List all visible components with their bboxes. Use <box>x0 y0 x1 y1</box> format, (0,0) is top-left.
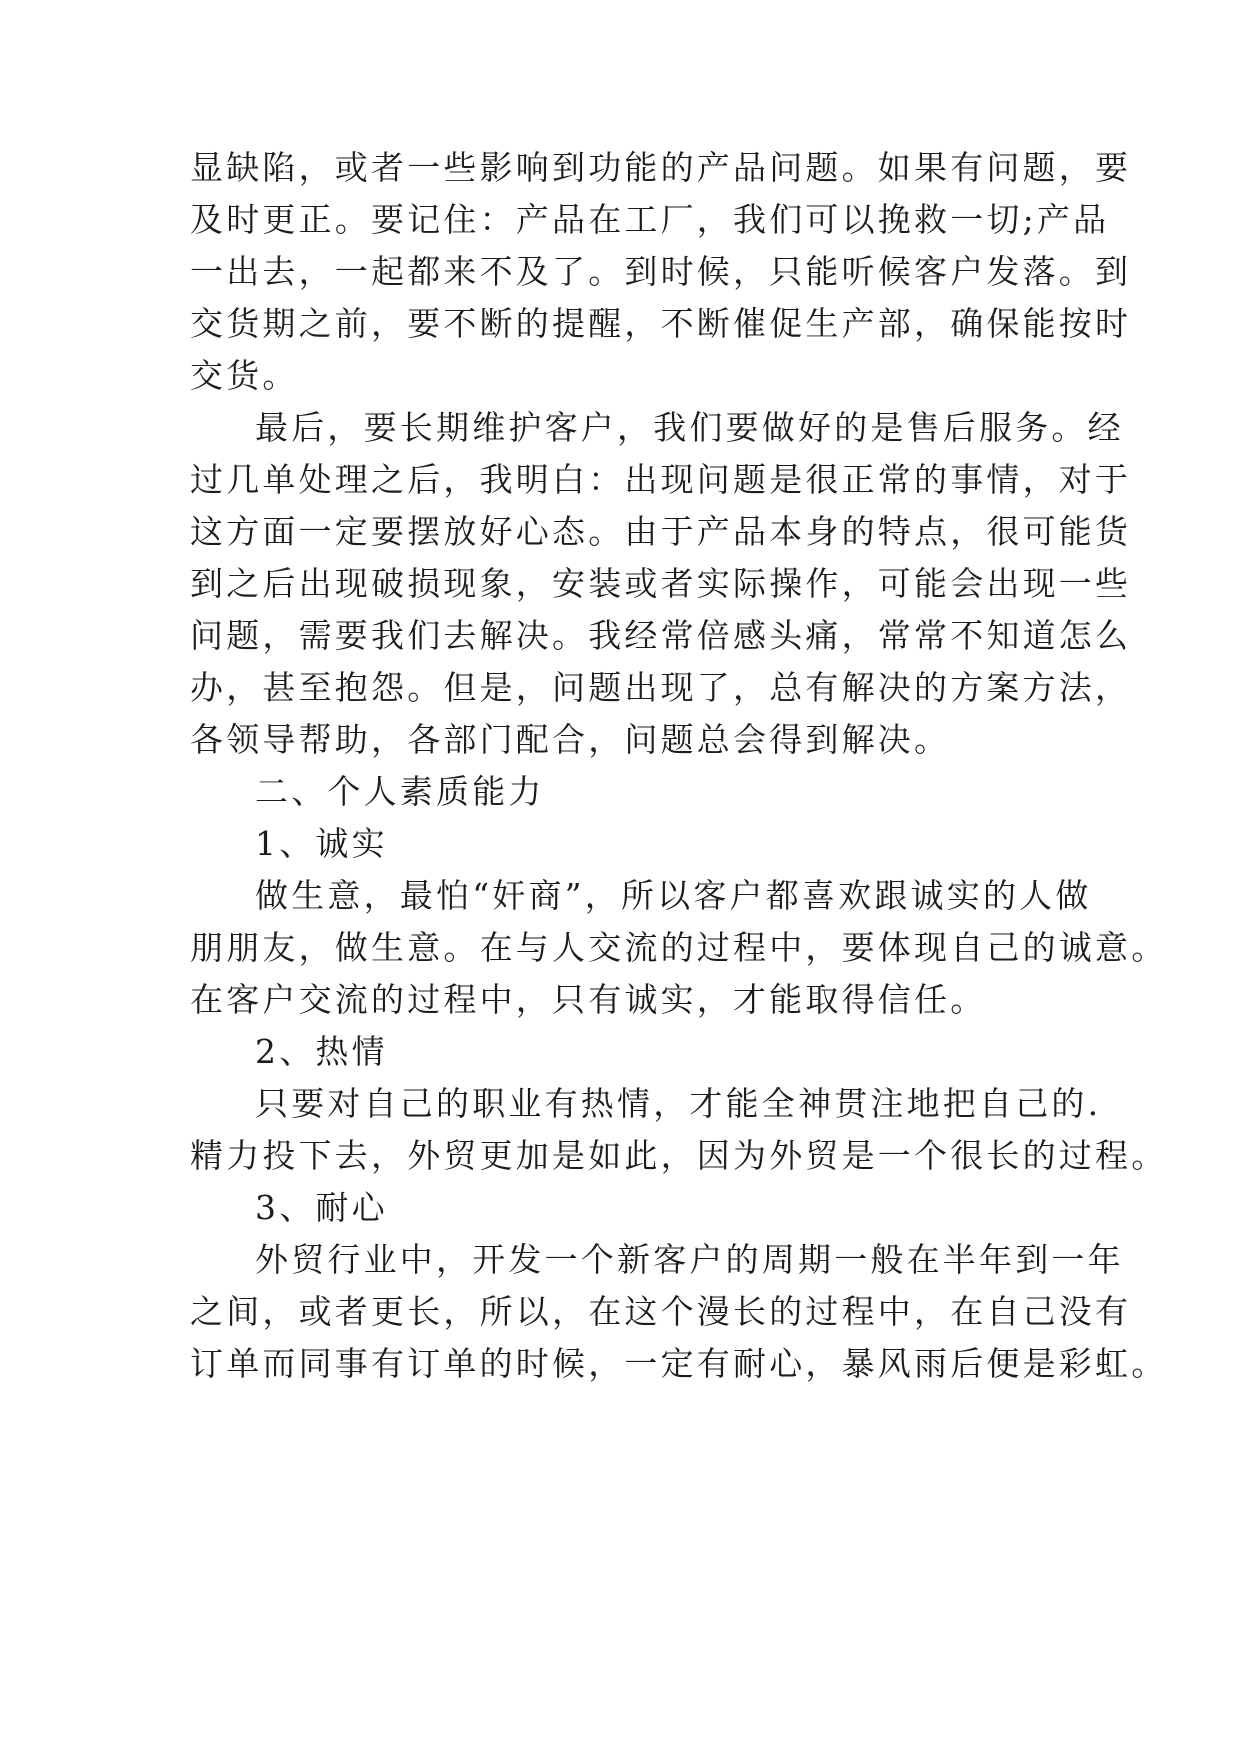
body-text-line: 朋朋友，做生意。在与人交流的过程中，要体现自己的诚意。 <box>190 928 1168 967</box>
body-text-line: 及时更正。要记住：产品在工厂，我们可以挽救一切;产品 <box>190 200 1110 239</box>
body-text-line: 交货期之前，要不断的提醒，不断催促生产部，确保能按时 <box>190 304 1132 343</box>
body-text-line: 显缺陷，或者一些影响到功能的产品问题。如果有问题，要 <box>190 148 1132 187</box>
paragraph-first-line: 最后，要长期维护客户，我们要做好的是售后服务。经 <box>255 408 1124 447</box>
body-text-line: 一出去，一起都来不及了。到时候，只能听候客户发落。到 <box>190 252 1132 291</box>
section-heading: 二、个人素质能力 <box>255 772 545 811</box>
body-text-line: 交货。 <box>190 356 299 395</box>
paragraph-first-line: 外贸行业中，开发一个新客户的周期一般在半年到一年 <box>255 1240 1124 1279</box>
body-text-line: 过几单处理之后，我明白：出现问题是很正常的事情，对于 <box>190 460 1132 499</box>
paragraph-first-line: 做生意，最怕“奸商”，所以客户都喜欢跟诚实的人做 <box>255 876 1092 915</box>
body-text-line: 问题，需要我们去解决。我经常倍感头痛，常常不知道怎么 <box>190 616 1132 655</box>
body-text-line: 之间，或者更长，所以，在这个漫长的过程中，在自己没有 <box>190 1292 1132 1331</box>
subsection-heading: 1、诚实 <box>255 824 388 863</box>
body-text-line: 精力投下去，外贸更加是如此，因为外贸是一个很长的过程。 <box>190 1136 1168 1175</box>
paragraph-first-line: 只要对自己的职业有热情，才能全神贯注地把自己的. <box>255 1084 1102 1123</box>
subsection-heading: 2、热情 <box>255 1032 388 1071</box>
body-text-line: 各领导帮助，各部门配合，问题总会得到解决。 <box>190 720 951 759</box>
body-text-line: 到之后出现破损现象，安装或者实际操作，可能会出现一些 <box>190 564 1132 603</box>
body-text-line: 这方面一定要摆放好心态。由于产品本身的特点，很可能货 <box>190 512 1132 551</box>
body-text-line: 在客户交流的过程中，只有诚实，才能取得信任。 <box>190 980 987 1019</box>
body-text-line: 办，甚至抱怨。但是，问题出现了，总有解决的方案方法， <box>190 668 1132 707</box>
subsection-heading: 3、耐心 <box>255 1188 388 1227</box>
body-text-line: 订单而同事有订单的时候，一定有耐心，暴风雨后便是彩虹。 <box>190 1344 1168 1383</box>
